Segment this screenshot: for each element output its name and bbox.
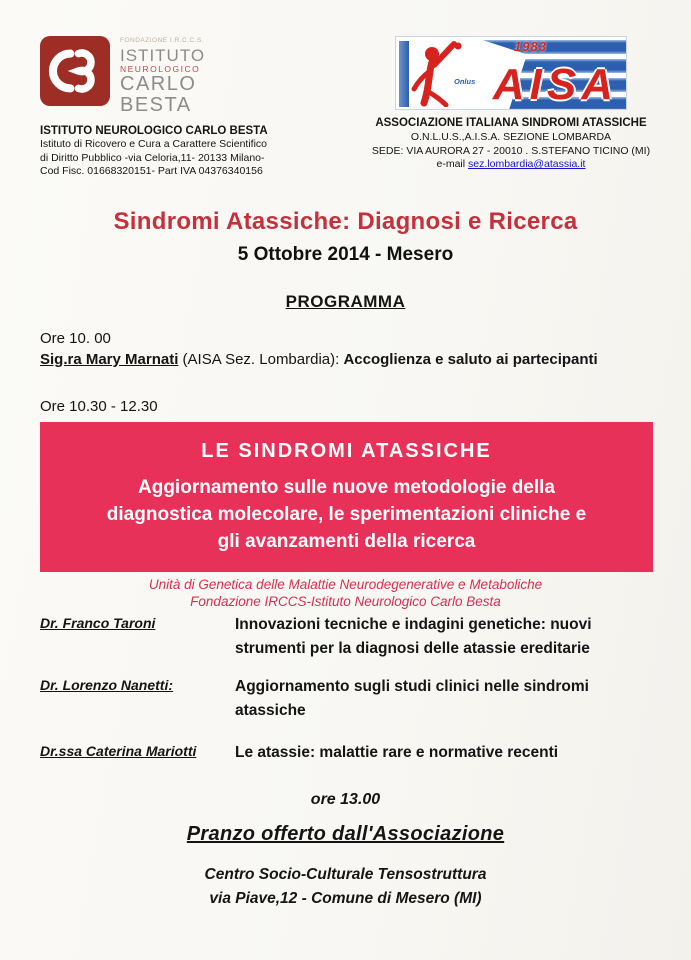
talk-speaker: Dr. Lorenzo Nanetti:	[40, 676, 174, 693]
aisa-logo	[395, 36, 627, 110]
besta-word-carlo: CARLO	[120, 73, 197, 95]
besta-org-name: ISTITUTO NEUROLOGICO CARLO BESTA	[40, 125, 268, 137]
besta-word-neurologico: NEUROLOGICO	[120, 63, 201, 74]
aisa-logo-bar	[399, 41, 409, 107]
lunch-block	[0, 791, 691, 908]
session-banner-title: LE SINDROMI ATASSICHE	[201, 439, 492, 462]
talk-topic: Innovazioni tecniche e indagini genetiche: nuovi strumenti per la diagnosi delle atassie ereditarie	[235, 615, 592, 657]
aisa-year-label: 1983	[514, 39, 547, 54]
header	[0, 0, 691, 178]
aisa-dancer-icon	[410, 41, 466, 107]
aisa-line-2: SEDE: VIA AURORA 27 - 20010 . S.STEFANO TICINO (MI)	[371, 144, 651, 157]
besta-word-istituto: ISTITUTO	[120, 45, 206, 65]
event-title: Sindromi Atassiche: Diagnosi e Ricerca	[113, 207, 578, 235]
program-heading: PROGRAMMA	[285, 291, 406, 311]
besta-monogram-icon	[46, 42, 104, 100]
slot2-time: Ore 10.30 - 12.30	[40, 397, 158, 415]
besta-address-block	[40, 124, 350, 178]
talk-row	[40, 741, 651, 765]
besta-logo	[40, 36, 350, 116]
session-banner	[40, 422, 653, 572]
besta-logo-icon	[40, 36, 110, 106]
besta-word-besta: BESTA	[120, 94, 192, 116]
session-banner-subtitle: Aggiornamento sulle nuove metodologie della diagnostica molecolare, le sperimentazioni cliniche e gli avanzamenti della ricerca	[106, 476, 587, 552]
slot1-time: Ore 10. 00	[40, 329, 111, 347]
besta-logo-words	[120, 36, 205, 116]
aisa-email-line	[361, 158, 661, 172]
besta-line-1: Istituto di Ricovero e Cura a Carattere Scientifico	[40, 138, 268, 151]
slot1-activity: Accoglienza e saluto ai partecipanti	[343, 350, 598, 368]
talk-row	[40, 675, 651, 723]
besta-block	[40, 36, 350, 178]
event-date-location: 5 Ottobre 2014 - Mesero	[237, 243, 454, 265]
lunch-venue: Centro Socio-Culturale Tensostruttura	[204, 865, 487, 883]
talk-topic: Aggiornamento sugli studi clinici nelle sindromi atassiche	[235, 677, 589, 719]
aisa-address-block	[361, 116, 661, 172]
aisa-email-label: e-mail	[436, 158, 469, 171]
besta-fondazione-label: FONDAZIONE I.R.C.C.S.	[120, 37, 205, 44]
aisa-line-1: O.N.L.U.S.,A.I.S.A. SEZIONE LOMBARDA	[410, 130, 612, 143]
slot1-affiliation: (AISA Sez. Lombardia):	[178, 350, 344, 368]
talk-speaker: Dr. Franco Taroni	[40, 614, 156, 631]
besta-line-3: Cod Fisc. 01668320151- Part IVA 04376340156	[40, 164, 263, 177]
talk-speaker: Dr.ssa Caterina Mariotti	[40, 742, 197, 759]
lunch-time: ore 13.00	[310, 790, 381, 808]
session-unit-line-1: Unità di Genetica delle Malattie Neurodegenerative e Metaboliche	[148, 576, 543, 592]
aisa-email-link[interactable]: sez.lombardia@atassia.it	[468, 158, 586, 171]
aisa-block	[361, 36, 661, 178]
schedule	[0, 330, 691, 415]
talk-row	[40, 613, 651, 661]
slot1-speaker: Sig.ra Mary Marnati	[40, 350, 179, 368]
session-unit	[0, 576, 691, 611]
besta-line-2: di Diritto Pubblico -via Celoria,11- 20133 Milano-	[40, 151, 265, 164]
aisa-onlus-label: Onlus	[454, 77, 476, 86]
lunch-title: Pranzo offerto dall'Associazione	[186, 822, 505, 845]
lunch-address: via Piave,12 - Comune di Mesero (MI)	[209, 889, 482, 907]
talks-list	[0, 611, 691, 765]
aisa-wordmark: AISA	[492, 60, 618, 109]
talk-topic: Le atassie: malattie rare e normative recenti	[235, 743, 559, 761]
slot1-line	[40, 351, 651, 368]
aisa-org-name: ASSOCIAZIONE ITALIANA SINDROMI ATASSICHE	[375, 117, 647, 129]
session-unit-line-2: Fondazione IRCCS-Istituto Neurologico Carlo Besta	[190, 594, 501, 610]
